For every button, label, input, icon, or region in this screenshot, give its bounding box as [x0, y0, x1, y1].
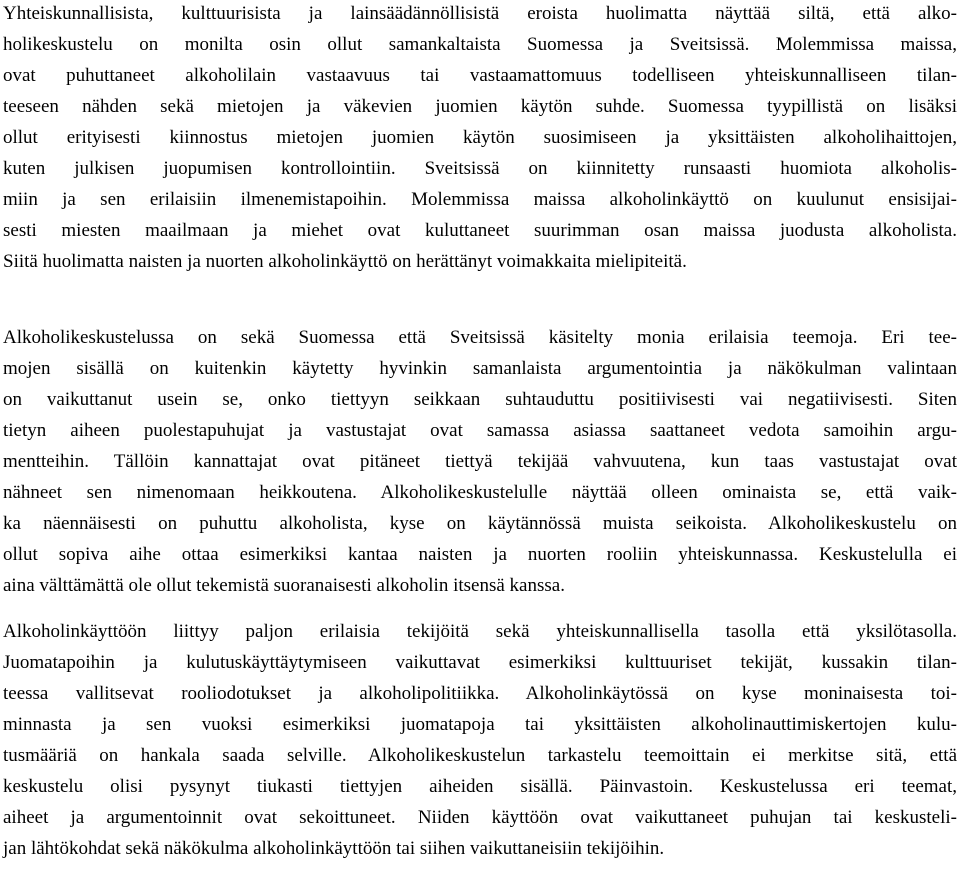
- text-line: Siitä huolimatta naisten ja nuorten alkoholinkäyttö on herättänyt voimakkaita mielipiteitä.: [3, 251, 687, 272]
- text-line: kuten julkisen juopumisen kontrollointiin. Sveitsissä on kiinnitetty runsaasti huomiota alkoholis-: [3, 158, 957, 179]
- text-line: nähneet sen nimenomaan heikkoutena. Alkoholikeskustelulle näyttää olleen ominaista se, että vaik-: [3, 482, 957, 503]
- text-line: mentteihin. Tällöin kannattajat ovat pitäneet tiettyä tekijää vahvuutena, kun taas vastustajat ovat: [3, 451, 957, 472]
- text-line: ollut erityisesti kiinnostus mietojen juomien käytön suosimiseen ja yksittäisten alkoholihaittojen,: [3, 127, 957, 148]
- text-line: jan lähtökohdat sekä näkökulma alkoholinkäyttöön tai siihen vaikuttaneisiin tekijöihin.: [3, 838, 665, 859]
- text-line: ka näennäisesti on puhuttu alkoholista, kyse on käytännössä muista seikoista. Alkoholikeskustelu on: [3, 513, 957, 534]
- text-line: ollut sopiva aihe ottaa esimerkiksi kantaa naisten ja nuorten rooliin yhteiskunnassa. Keskustelulla ei: [3, 544, 957, 565]
- text-line: keskustelu olisi pysynyt tiukasti tiettyjen aiheiden sisällä. Päinvastoin. Keskustelussa eri teemat,: [3, 776, 957, 797]
- text-line: Alkoholinkäyttöön liittyy paljon erilaisia tekijöitä sekä yhteiskunnallisella tasolla että yksilötasolla.: [3, 621, 957, 642]
- text-line: tietyn aiheen puolestapuhujat ja vastustajat ovat samassa asiassa saattaneet vedota samoihin argu-: [3, 420, 957, 441]
- text-line: on vaikuttanut usein se, onko tiettyyn seikkaan suhtauduttu positiivisesti vai negatiivisesti. Siten: [3, 389, 957, 410]
- text-line: miin ja sen erilaisiin ilmenemistapoihin. Molemmissa maissa alkoholinkäyttö on kuulunut ensisijai-: [3, 189, 957, 210]
- text-line: ovat puhuttaneet alkoholilain vastaavuus tai vastaamattomuus todelliseen yhteiskunnalliseen tilan-: [3, 65, 957, 86]
- paragraph-1: [0, 0, 960, 277]
- text-line: aiheet ja argumentoinnit ovat sekoittuneet. Niiden käyttöön ovat vaikuttaneet puhujan tai keskusteli-: [3, 807, 957, 828]
- text-line: mojen sisällä on kuitenkin käytetty hyvinkin samanlaista argumentointia ja näkökulman valintaan: [3, 358, 957, 379]
- text-line: aina välttämättä ole ollut tekemistä suoranaisesti alkoholin itsensä kanssa.: [3, 575, 565, 596]
- text-line: holikeskustelu on monilta osin ollut samankaltaista Suomessa ja Sveitsissä. Molemmissa maissa,: [3, 34, 957, 55]
- text-line: tusmääriä on hankala saada selville. Alkoholikeskustelun tarkastelu teemoittain ei merkitse sitä, että: [3, 745, 957, 766]
- text-line: Yhteiskunnallisista, kulttuurisista ja lainsäädännöllisistä eroista huolimatta näyttää siltä, että alko-: [3, 3, 957, 24]
- paragraph-2: [0, 322, 960, 601]
- text-line: teeseen nähden sekä mietojen ja väkevien juomien käytön suhde. Suomessa tyypillistä on lisäksi: [3, 96, 957, 117]
- text-line: teessa vallitsevat rooliodotukset ja alkoholipolitiikka. Alkoholinkäytössä on kyse moninaisesta toi-: [3, 683, 957, 704]
- text-line: sesti miesten maailmaan ja miehet ovat kuluttaneet suurimman osan maissa juodusta alkoholista.: [3, 220, 957, 241]
- paragraph-3: [0, 616, 960, 864]
- text-line: Juomatapoihin ja kulutuskäyttäytymiseen vaikuttavat esimerkiksi kulttuuriset tekijät, kussakin tilan-: [3, 652, 957, 673]
- text-line: minnasta ja sen vuoksi esimerkiksi juomatapoja tai yksittäisten alkoholinauttimiskertojen kulu-: [3, 714, 957, 735]
- text-line: Alkoholikeskustelussa on sekä Suomessa että Sveitsissä käsitelty monia erilaisia teemoja. Eri tee-: [3, 327, 957, 348]
